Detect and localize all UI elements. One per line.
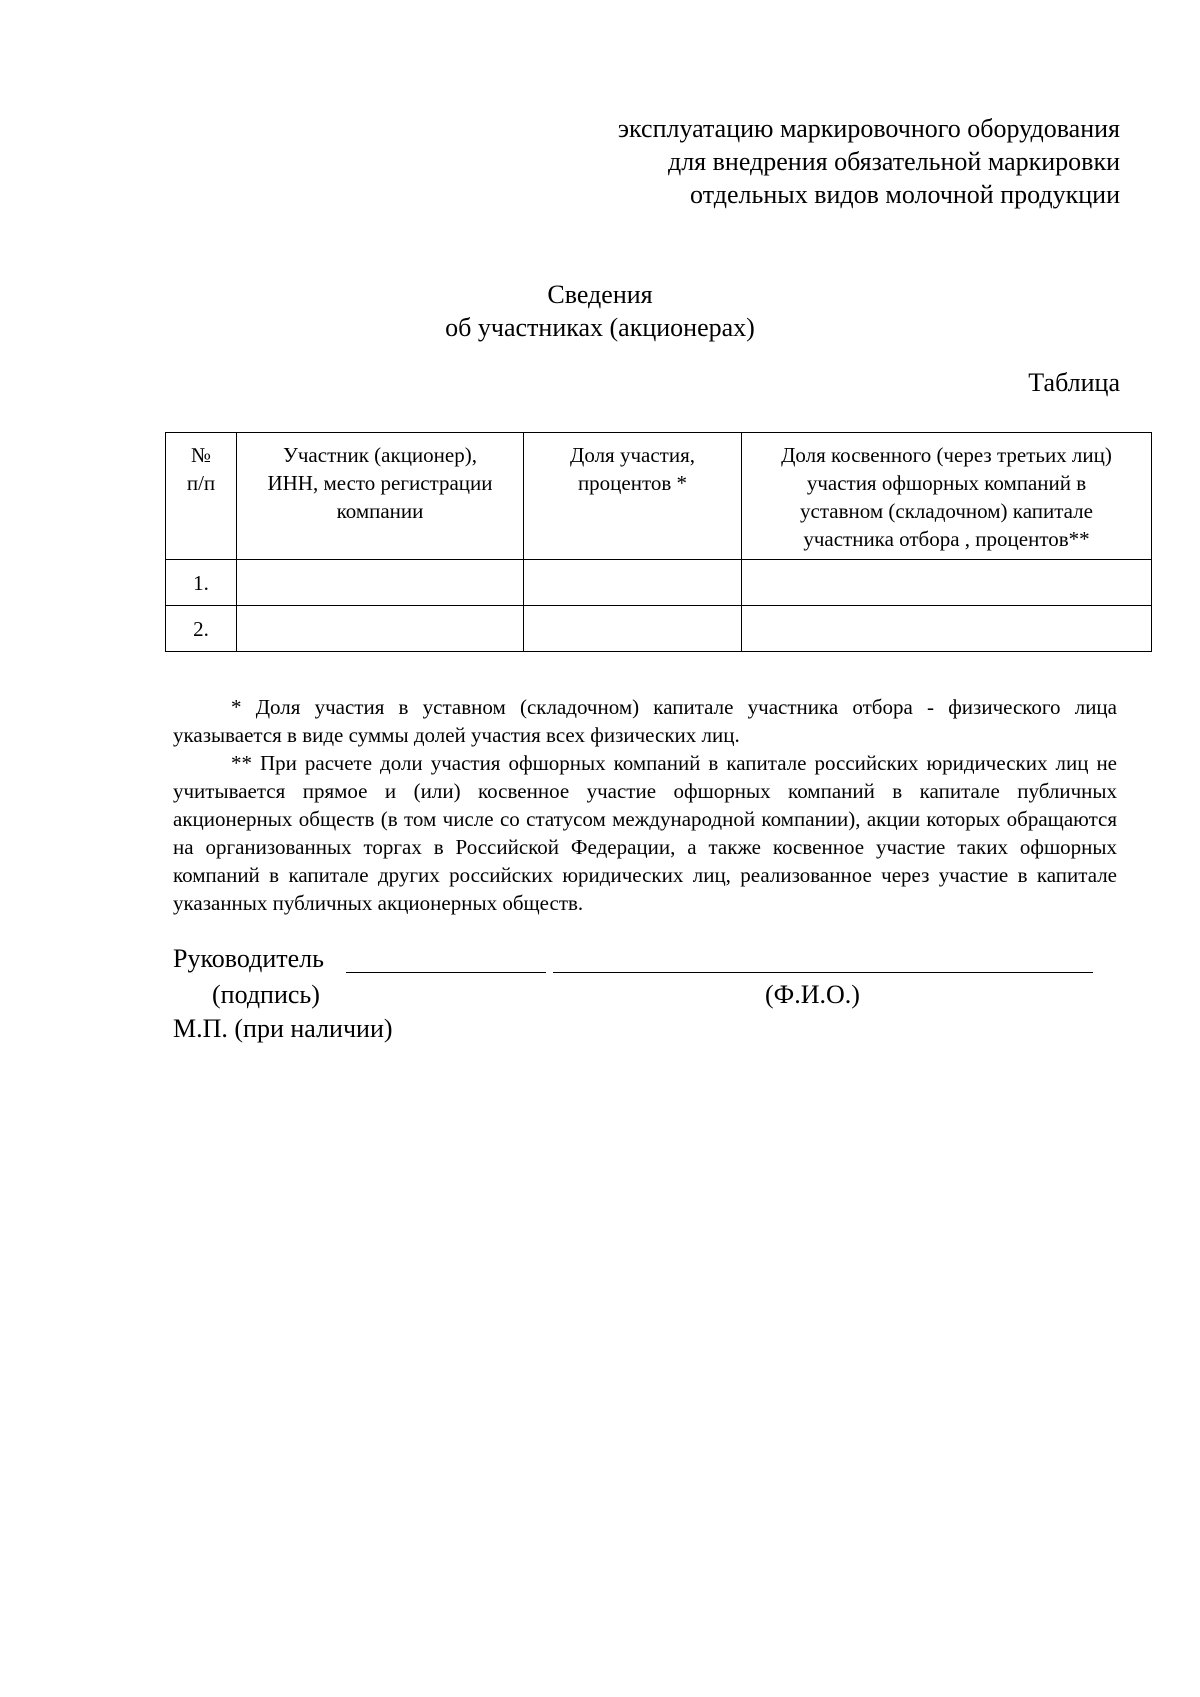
row-offshore-cell[interactable] xyxy=(742,606,1152,652)
row-number: 1. xyxy=(166,560,237,606)
table-label: Таблица xyxy=(1028,368,1120,397)
header-text: участника отбора , процентов** xyxy=(803,527,1090,551)
table-header-row xyxy=(166,433,1152,560)
header-text: уставном (складочном) капитале xyxy=(800,499,1093,523)
signature-block xyxy=(173,942,1117,982)
header-reference xyxy=(420,112,1120,211)
table-row xyxy=(166,560,1152,606)
header-share xyxy=(524,433,742,560)
row-number: 2. xyxy=(166,606,237,652)
header-line: для внедрения обязательной маркировки xyxy=(667,147,1120,176)
footnote-2: ** При расчете доли участия офшорных компаний в капитале российских юридических лиц не учитывается прямое и (или) косвенное участие офшорных компаний в капитале публичных акционерных обществ (в том числе со статусом международной компании), акции которых обращаются на организованных торгах в Российской Федерации, а также косвенное участие таких офшорных компаний в капитале других российских юридических лиц, реализованное через участие в капитале указанных публичных акционерных обществ. xyxy=(173,751,1117,915)
title-line-1: Сведения xyxy=(547,280,653,309)
name-caption: (Ф.И.О.) xyxy=(765,980,860,1009)
header-line: отдельных видов молочной продукции xyxy=(690,180,1120,209)
table-row xyxy=(166,606,1152,652)
document-title xyxy=(0,278,1200,344)
header-text: компании xyxy=(336,499,424,523)
header-text: процентов * xyxy=(577,471,688,495)
header-text: ИНН, место регистрации xyxy=(267,471,493,495)
stamp-note: М.П. (при наличии) xyxy=(173,1014,393,1043)
header-text: Доля косвенного (через третьих лиц) xyxy=(781,443,1112,467)
row-offshore-cell[interactable] xyxy=(742,560,1152,606)
title-line-2: об участниках (акционерах) xyxy=(445,313,755,342)
footnotes xyxy=(173,693,1117,917)
row-share-cell[interactable] xyxy=(524,560,742,606)
signature-label: Руководитель xyxy=(173,944,324,973)
footnote-1: * Доля участия в уставном (складочном) капитале участника отбора - физического лица указывается в виде суммы долей участия всех физических лиц. xyxy=(173,695,1117,747)
header-participant xyxy=(237,433,524,560)
header-text: Доля участия, xyxy=(570,443,695,467)
header-text: п/п xyxy=(186,471,216,495)
header-number xyxy=(166,433,237,560)
signature-line[interactable] xyxy=(346,972,546,973)
header-offshore-share xyxy=(742,433,1152,560)
row-share-cell[interactable] xyxy=(524,606,742,652)
signature-caption: (подпись) xyxy=(212,980,320,1009)
header-text: № xyxy=(190,443,212,467)
header-text: участия офшорных компаний в xyxy=(806,471,1087,495)
header-line: эксплуатацию маркировочного оборудования xyxy=(617,114,1120,143)
name-line[interactable] xyxy=(553,972,1093,973)
row-participant-cell[interactable] xyxy=(237,560,524,606)
row-participant-cell[interactable] xyxy=(237,606,524,652)
header-text: Участник (акционер), xyxy=(283,443,477,467)
participants-table xyxy=(165,432,1152,652)
